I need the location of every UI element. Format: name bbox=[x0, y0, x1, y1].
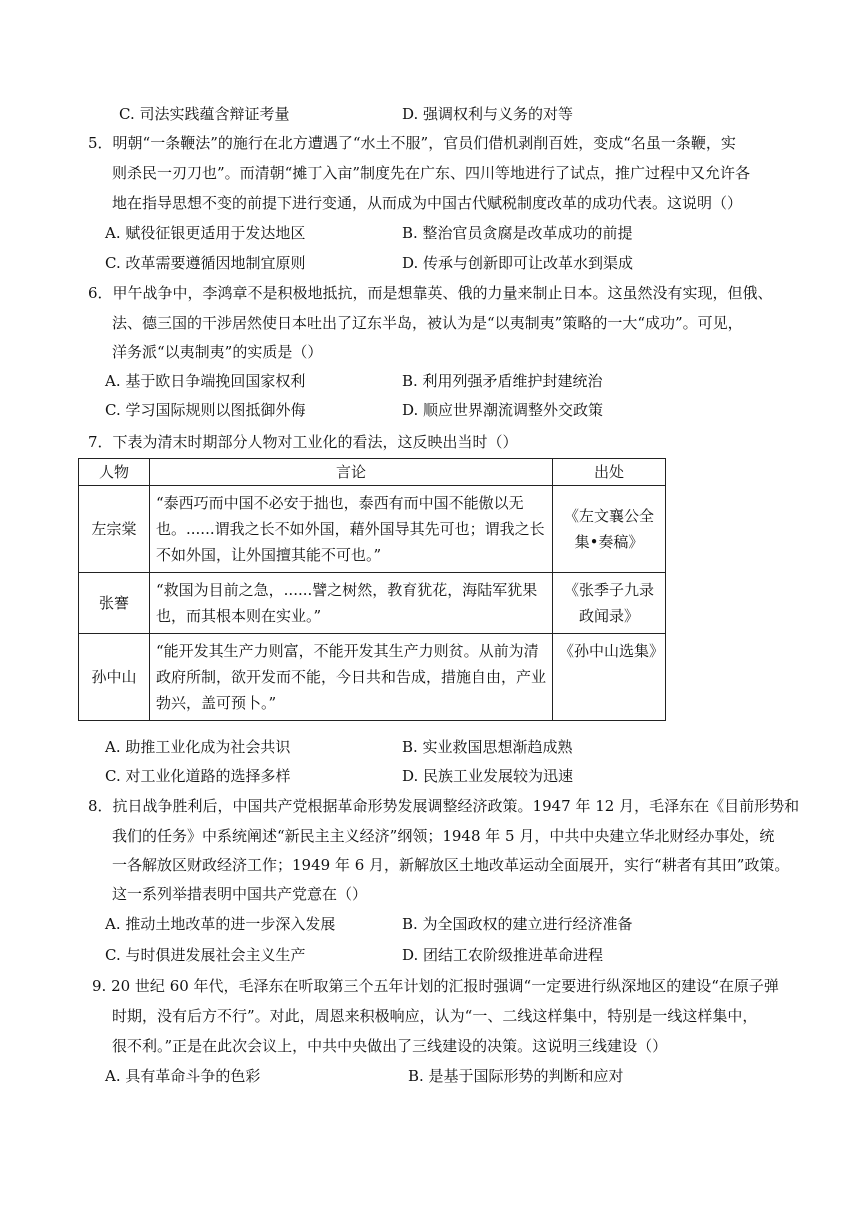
q5-stem-line-1: 5．明朝“一条鞭法”的施行在北方遭遇了“水土不服”，官员们借机剥削百姓，变成“名虽一条鞭，实 bbox=[88, 134, 736, 152]
q4-option-d[interactable]: D. 强调权利与义务的对等 bbox=[402, 105, 574, 123]
q8-stem-line-4: 这一系列举措表明中国共产党意在（） bbox=[112, 885, 368, 903]
table-cell-quote: “救国为目前之急，......譬之树然，教育犹花，海陆军犹果也，而其根本则在实业。” bbox=[150, 573, 553, 634]
q5-option-c[interactable]: C. 改革需要遵循因地制宜原则 bbox=[105, 254, 306, 272]
q8-option-b[interactable]: B. 为全国政权的建立进行经济准备 bbox=[402, 915, 633, 933]
q9-stem-line-1: 9. 20 世纪 60 年代，毛泽东在听取第三个五年计划的汇报时强调“一定要进行纵深地区的建设“在原子弹 bbox=[92, 977, 779, 995]
table-cell-source: 《左文襄公全集•奏稿》 bbox=[553, 486, 666, 573]
q6-stem-line-3: 洋务派“以夷制夷”的实质是（） bbox=[112, 343, 323, 361]
table-cell-person: 左宗棠 bbox=[79, 486, 150, 573]
q6-option-a[interactable]: A. 基于欧日争端挽回国家权利 bbox=[105, 372, 306, 390]
q8-option-c[interactable]: C. 与时俱进发展社会主义生产 bbox=[105, 946, 306, 964]
table-cell-source: 《张季子九录政闻录》 bbox=[553, 573, 666, 634]
table-cell-person: 孙中山 bbox=[79, 634, 150, 721]
q6-option-d[interactable]: D. 顺应世界潮流调整外交政策 bbox=[402, 401, 604, 419]
table-cell-quote: “能开发其生产力则富，不能开发其生产力则贫。从前为清政府所制，欲开发而不能，今日共和告成，措施自由，产业勃兴，盖可预卜。” bbox=[150, 634, 553, 721]
q8-option-a[interactable]: A. 推动土地改革的进一步深入发展 bbox=[105, 915, 336, 933]
q6-option-b[interactable]: B. 利用列强矛盾维护封建统治 bbox=[402, 372, 603, 390]
q7-option-b[interactable]: B. 实业救国思想渐趋成熟 bbox=[402, 738, 573, 756]
table-header-source: 出处 bbox=[553, 459, 666, 486]
q4-option-c[interactable]: C. 司法实践蕴含辩证考量 bbox=[119, 105, 290, 123]
q5-option-d[interactable]: D. 传承与创新即可让改革水到渠成 bbox=[402, 254, 634, 272]
table-header-person: 人物 bbox=[79, 459, 150, 486]
table-row bbox=[79, 486, 666, 573]
q9-option-a[interactable]: A. 具有革命斗争的色彩 bbox=[105, 1067, 261, 1085]
q7-table bbox=[78, 458, 666, 721]
q7-option-a[interactable]: A. 助推工业化成为社会共识 bbox=[105, 738, 291, 756]
table-cell-person: 张謇 bbox=[79, 573, 150, 634]
table-header-quote: 言论 bbox=[150, 459, 553, 486]
table-cell-quote: “泰西巧而中国不必安于拙也，泰西有而中国不能傲以无也。......谓我之长不如外国，藉外国导其先可也；谓我之长不如外国，让外国擅其能不可也。” bbox=[150, 486, 553, 573]
q6-stem-line-1: 6．甲午战争中，李鸿章不是积极地抵抗，而是想靠英、俄的力量来制止日本。这虽然没有实现，但俄、 bbox=[88, 284, 773, 302]
q8-option-d[interactable]: D. 团结工农阶级推进革命进程 bbox=[402, 946, 604, 964]
q5-stem-line-2: 则杀民一刃刀也”。而清朝“摊丁入亩”制度先在广东、四川等地进行了试点，推广过程中又允许各 bbox=[112, 164, 751, 182]
q5-option-b[interactable]: B. 整治官员贪腐是改革成功的前提 bbox=[402, 224, 633, 242]
q7-option-d[interactable]: D. 民族工业发展较为迅速 bbox=[402, 767, 574, 785]
q6-option-c[interactable]: C. 学习国际规则以图抵御外侮 bbox=[105, 401, 306, 419]
table-header-row bbox=[79, 459, 666, 486]
q5-option-a[interactable]: A. 赋役征银更适用于发达地区 bbox=[105, 224, 306, 242]
q8-stem-line-2: 我们的任务》中系统阐述“新民主主义经济”纲领；1948 年 5 月，中共中央建立华北财经办事处，统 bbox=[112, 827, 775, 845]
table-row bbox=[79, 634, 666, 721]
q9-stem-line-2: 时期，没有后方不行”。对此，周恩来积极响应，认为“一、二线这样集中，特别是一线这样集中， bbox=[112, 1007, 758, 1025]
table-row bbox=[79, 573, 666, 634]
q9-stem-line-3: 很不利。”正是在此次会议上，中共中央做出了三线建设的决策。这说明三线建设（） bbox=[112, 1037, 668, 1055]
table-cell-source: 《孙中山选集》 bbox=[553, 634, 666, 721]
q7-option-c[interactable]: C. 对工业化道路的选择多样 bbox=[105, 767, 291, 785]
q9-option-b[interactable]: B. 是基于国际形势的判断和应对 bbox=[408, 1067, 624, 1085]
q8-stem-line-3: 一各解放区财政经济工作；1949 年 6 月，新解放区土地改革运动全面展开，实行“耕者有其田”政策。 bbox=[112, 856, 790, 874]
q5-stem-line-3: 地在指导思想不变的前提下进行变通，从而成为中国古代赋税制度改革的成功代表。这说明（） bbox=[112, 194, 743, 212]
q8-stem-line-1: 8．抗日战争胜利后，中国共产党根据革命形势发展调整经济政策。1947 年 12 月，毛泽东在《目前形势和 bbox=[88, 797, 800, 815]
q6-stem-line-2: 法、德三国的干涉居然使日本吐出了辽东半岛，被认为是“以夷制夷”策略的一大“成功”。可见， bbox=[112, 314, 743, 332]
q7-stem: 7．下表为清末时期部分人物对工业化的看法，这反映出当时（） bbox=[88, 433, 518, 451]
